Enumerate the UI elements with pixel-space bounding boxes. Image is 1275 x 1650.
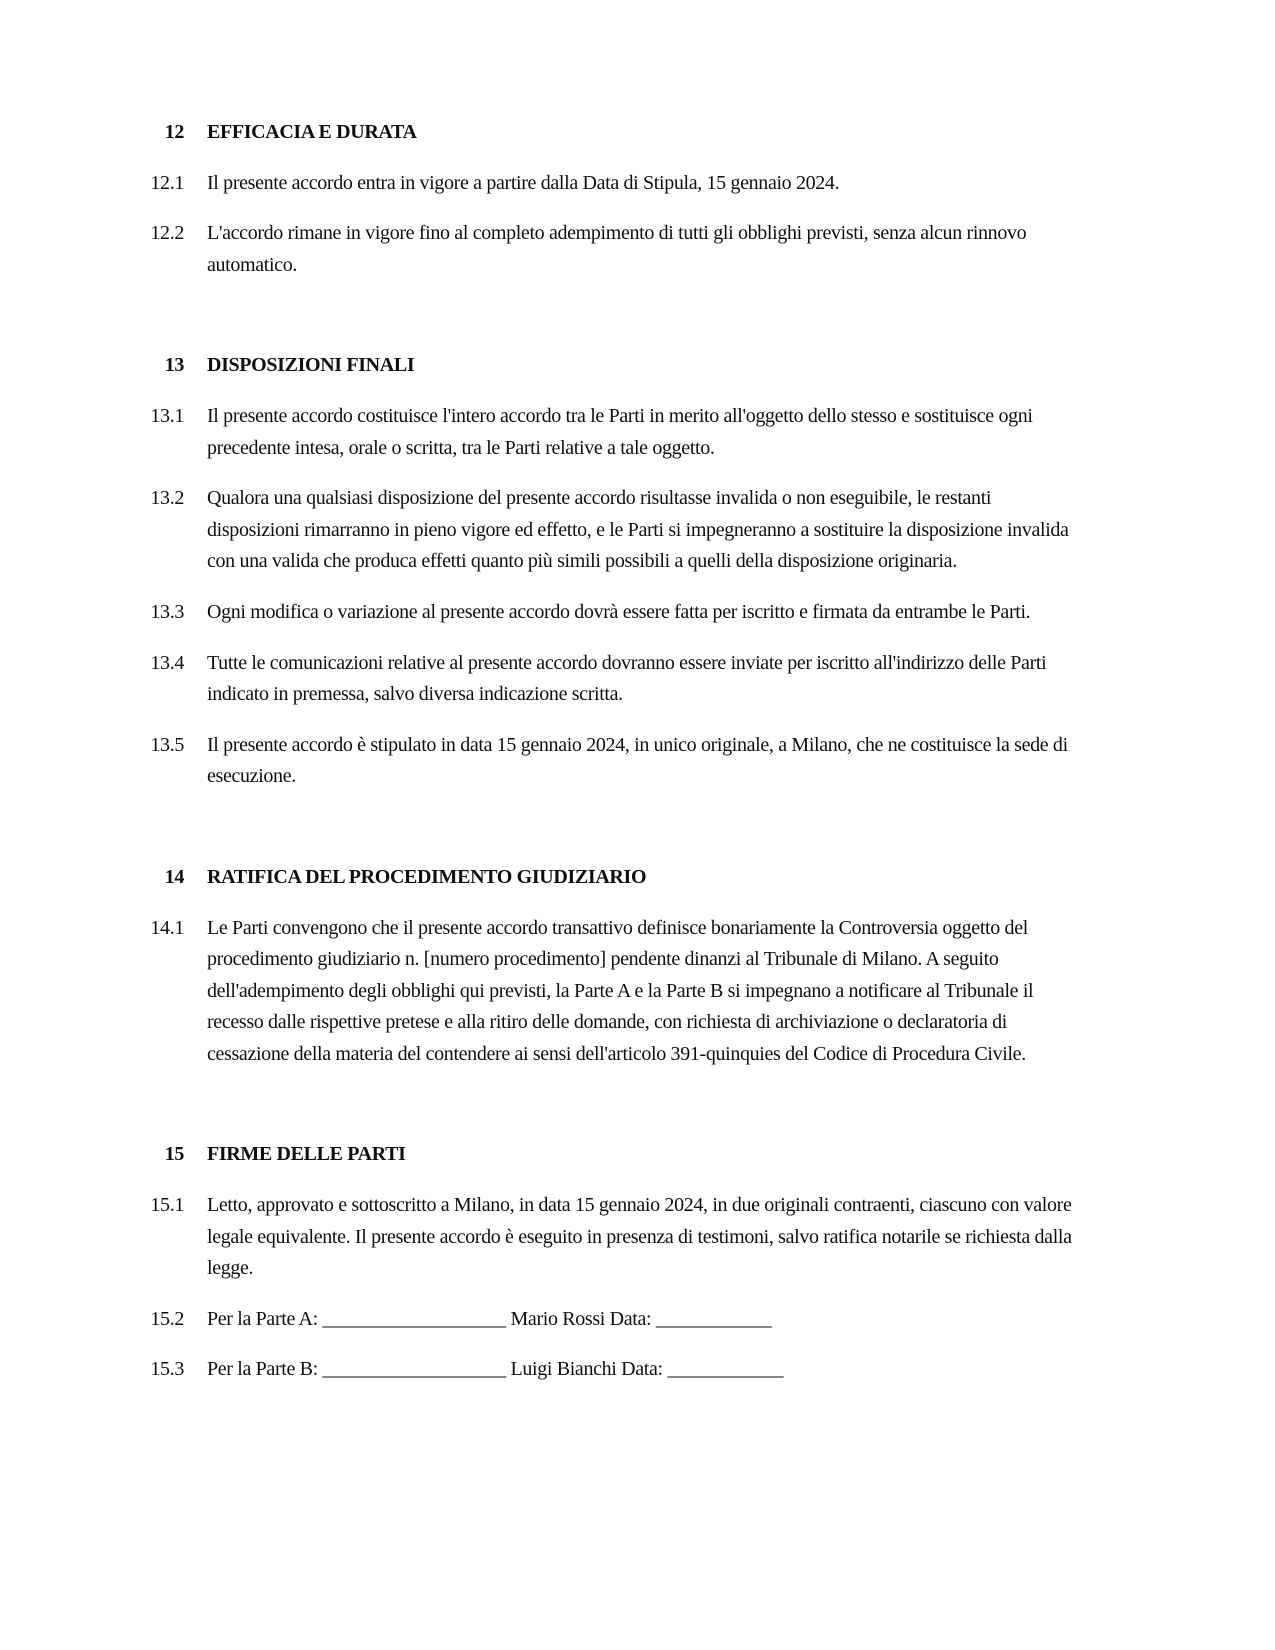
clause-number: 14.1	[150, 916, 184, 939]
clause-row	[0, 913, 1087, 1071]
clause-row	[0, 1190, 1087, 1285]
clause-number: 13.5	[150, 733, 184, 756]
clause-row	[0, 483, 1087, 578]
section-heading-row	[0, 350, 1087, 382]
section-heading-row	[0, 117, 1087, 149]
section-title: RATIFICA DEL PROCEDIMENTO GIUDIZIARIO	[207, 865, 647, 888]
clause-row	[0, 218, 1087, 281]
clause-number: 13.2	[150, 487, 184, 510]
section-title: FIRME DELLE PARTI	[207, 1143, 406, 1166]
clause-text: Il presente accordo entra in vigore a partire dalla Data di Stipula, 15 gennaio 2024.	[207, 171, 840, 194]
clause-text: Il presente accordo è stipulato in data 15 gennaio 2024, in unico originale, a Milano, che ne costituisce la sede di esecuzione.	[207, 733, 1068, 788]
section-heading-row	[0, 1139, 1087, 1171]
clause-row	[0, 1354, 1087, 1386]
clause-text: Il presente accordo costituisce l'intero accordo tra le Parti in merito all'oggetto dello stesso e sostituisce ogni precedente intesa, orale o scritta, tra le Parti relative a tale oggetto.	[207, 404, 1033, 459]
clause-number: 15.2	[150, 1307, 184, 1330]
clause-number: 12.2	[150, 222, 184, 245]
clause-number: 13.4	[150, 651, 184, 674]
clause-text: Ogni modifica o variazione al presente accordo dovrà essere fatta per iscritto e firmata da entrambe le Parti.	[207, 600, 1031, 623]
section-number: 15	[164, 1143, 184, 1166]
clause-text: Per la Parte A: ___________________ Mario Rossi Data: ____________	[207, 1307, 772, 1330]
clause-number: 13.1	[150, 404, 184, 427]
section-number: 14	[164, 865, 184, 888]
clause-row	[0, 597, 1087, 629]
clause-row	[0, 730, 1087, 793]
clause-number: 15.1	[150, 1194, 184, 1217]
section-number: 13	[164, 354, 184, 377]
clause-number: 12.1	[150, 171, 184, 194]
clause-row	[0, 168, 1087, 200]
clause-row	[0, 1304, 1087, 1336]
clause-text: Tutte le comunicazioni relative al presente accordo dovranno essere inviate per iscritto all'indirizzo delle Parti indicato in premessa, salvo diversa indicazione scritta.	[207, 651, 1047, 706]
clause-text: Letto, approvato e sottoscritto a Milano, in data 15 gennaio 2024, in due originali contraenti, ciascuno con valore legale equivalente. Il presente accordo è eseguito in presenza di testimoni, salvo ratifica notarile se richiesta dalla legge.	[207, 1194, 1072, 1280]
clause-text: L'accordo rimane in vigore fino al completo adempimento di tutti gli obblighi previsti, senza alcun rinnovo automatico.	[207, 222, 1027, 276]
clause-number: 15.3	[150, 1358, 184, 1381]
clause-row	[0, 401, 1087, 464]
section-number: 12	[164, 121, 184, 143]
section-heading-row	[0, 862, 1087, 894]
clause-text: Per la Parte B: ___________________ Luigi Bianchi Data: ____________	[207, 1358, 784, 1381]
clause-text: Qualora una qualsiasi disposizione del presente accordo risultasse invalida o non eseguibile, le restanti disposizioni rimarranno in pieno vigore ed effetto, e le Parti si impegneranno a sostituire la disposizione invalida con una valida che produca effetti quanto più simili possibili a quelli della disposizione originaria.	[207, 487, 1069, 573]
clause-number: 13.3	[150, 600, 184, 623]
clause-row	[0, 648, 1087, 711]
clause-text: Le Parti convengono che il presente accordo transattivo definisce bonariamente la Controversia oggetto del procedimento giudiziario n. [numero procedimento] pendente dinanzi al Tribunale di Milano. A seguito dell'adempimento degli obblighi qui previsti, la Parte A e la Parte B si impegnano a notificare al Tribunale il recesso dalle rispettive pretese e alla ritiro delle domande, con richiesta di archiviazione o declaratoria di cessazione della materia del contendere ai sensi dell'articolo 391-quinquies del Codice di Procedura Civile.	[207, 916, 1034, 1065]
section-title: DISPOSIZIONI FINALI	[207, 354, 415, 377]
section-title: EFFICACIA E DURATA	[207, 121, 417, 143]
